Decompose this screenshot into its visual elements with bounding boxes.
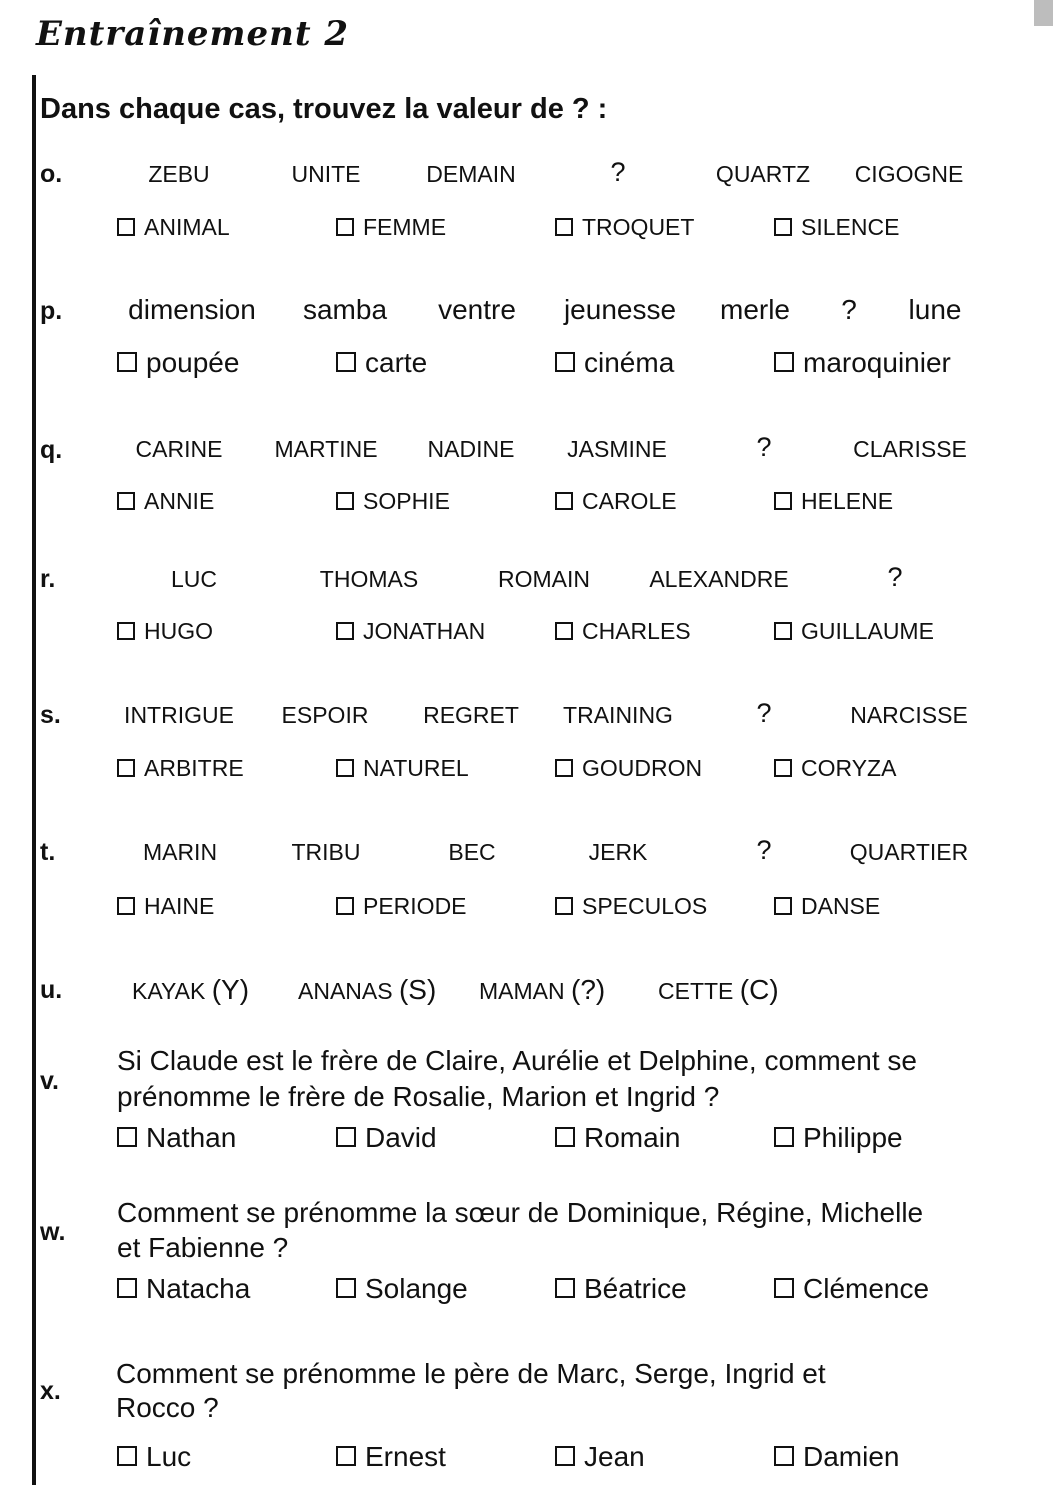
exercise-w-option-4[interactable] xyxy=(774,1273,929,1305)
checkbox[interactable] xyxy=(774,492,792,510)
exercise-p-unknown: ? xyxy=(841,294,857,325)
option-label: maroquinier xyxy=(803,347,951,378)
option-label: CORYZA xyxy=(801,755,897,781)
exercise-s-word-1: INTRIGUE xyxy=(124,702,234,728)
option-label: ANNIE xyxy=(144,488,215,514)
pair-letter: (S) xyxy=(398,974,437,1005)
exercise-t-option-1[interactable] xyxy=(117,893,214,920)
checkbox[interactable] xyxy=(774,1127,794,1147)
exercise-q-option-3[interactable] xyxy=(555,488,677,515)
pair-letter: (?) xyxy=(571,974,606,1005)
exercise-t-word-1: MARIN xyxy=(142,839,218,865)
option-label: GOUDRON xyxy=(582,755,703,781)
checkbox[interactable] xyxy=(336,218,354,236)
exercise-r-option-2[interactable] xyxy=(336,618,485,645)
checkbox[interactable] xyxy=(117,352,137,372)
checkbox[interactable] xyxy=(117,759,135,777)
exercise-w-question-line-1: Comment se prénomme la sœur de Dominique, Régine, Michelle xyxy=(117,1197,924,1228)
exercise-w-letter: w. xyxy=(40,1218,66,1246)
checkbox[interactable] xyxy=(555,897,573,915)
exercise-r-letter: r. xyxy=(40,565,56,593)
exercise-r-word-2: THOMAS xyxy=(319,566,419,592)
exercise-p-word-1: dimension xyxy=(128,294,256,325)
checkbox[interactable] xyxy=(774,759,792,777)
checkbox[interactable] xyxy=(774,622,792,640)
exercise-p-option-2[interactable] xyxy=(336,347,427,379)
exercise-q-option-4[interactable] xyxy=(774,488,893,515)
exercise-v-question-line-1: Si Claude est le frère de Claire, Aurélie et Delphine, comment se xyxy=(117,1045,917,1076)
pair-word: KAYAK xyxy=(132,978,206,1004)
checkbox[interactable] xyxy=(555,622,573,640)
checkbox[interactable] xyxy=(774,1278,794,1298)
exercise-s-letter: s. xyxy=(40,701,61,729)
exercise-r-option-1[interactable] xyxy=(117,618,213,645)
exercise-q-unknown: ? xyxy=(756,432,772,462)
checkbox[interactable] xyxy=(555,759,573,777)
checkbox[interactable] xyxy=(555,1278,575,1298)
pair-word: MAMAN xyxy=(479,978,565,1004)
checkbox[interactable] xyxy=(336,897,354,915)
checkbox[interactable] xyxy=(555,492,573,510)
exercise-r-option-3[interactable] xyxy=(555,618,691,645)
exercise-o-unknown: ? xyxy=(610,157,626,187)
exercise-r-option-4[interactable] xyxy=(774,618,934,645)
exercise-o-option-3[interactable] xyxy=(555,214,694,241)
option-label: NATUREL xyxy=(363,755,469,781)
exercise-t-option-4[interactable] xyxy=(774,893,880,920)
exercise-o-word-6: CIGOGNE xyxy=(854,161,964,187)
checkbox[interactable] xyxy=(117,622,135,640)
exercise-p-option-3[interactable] xyxy=(555,347,674,379)
checkbox[interactable] xyxy=(336,1446,356,1466)
option-label: DANSE xyxy=(801,893,881,919)
exercise-o-word-2: UNITE xyxy=(291,161,361,187)
option-label: JONATHAN xyxy=(363,618,486,644)
exercise-x-option-3[interactable] xyxy=(555,1441,645,1473)
exercise-v-option-4[interactable] xyxy=(774,1122,903,1154)
pair-word: ANANAS xyxy=(298,978,393,1004)
exercise-q-word-4: JASMINE xyxy=(567,436,667,462)
exercise-r-word-4: ALEXANDRE xyxy=(649,566,789,592)
option-label: Philippe xyxy=(803,1122,903,1153)
option-label: FEMME xyxy=(363,214,447,240)
option-label: Béatrice xyxy=(584,1273,687,1304)
option-label: David xyxy=(365,1122,437,1153)
checkbox[interactable] xyxy=(117,1127,137,1147)
exercise-q-word-6: CLARISSE xyxy=(853,436,967,462)
checkbox[interactable] xyxy=(555,218,573,236)
exercise-w-option-2[interactable] xyxy=(336,1273,468,1305)
exercise-o-option-1[interactable] xyxy=(117,214,230,241)
exercise-s-option-1[interactable] xyxy=(117,755,244,782)
exercise-p-word-7: lune xyxy=(908,294,962,325)
option-label: carte xyxy=(365,347,428,378)
exercise-v-question-line-2: prénomme le frère de Rosalie, Marion et Ingrid ? xyxy=(117,1081,720,1112)
exercise-t-word-3: BEC xyxy=(448,839,496,865)
option-label: Ernest xyxy=(365,1441,446,1472)
checkbox[interactable] xyxy=(336,352,356,372)
exercise-x-option-2[interactable] xyxy=(336,1441,446,1473)
option-label: Romain xyxy=(584,1122,681,1153)
exercise-p-word-4: jeunesse xyxy=(563,294,677,325)
exercise-x-question-line-2: Rocco ? xyxy=(116,1392,219,1423)
checkbox[interactable] xyxy=(336,492,354,510)
exercise-x-question-line-1: Comment se prénomme le père de Marc, Serge, Ingrid et xyxy=(116,1358,826,1389)
option-label: SOPHIE xyxy=(363,488,450,514)
exercise-v-option-1[interactable] xyxy=(117,1122,236,1154)
exercise-w-option-1[interactable] xyxy=(117,1273,250,1305)
option-label: ANIMAL xyxy=(144,214,230,240)
exercise-s-unknown: ? xyxy=(756,698,772,728)
pair-letter: (Y) xyxy=(211,974,250,1005)
checkbox[interactable] xyxy=(117,218,135,236)
exercise-s-word-6: NARCISSE xyxy=(850,702,968,728)
exercise-r-word-3: ROMAIN xyxy=(498,566,590,592)
instruction-heading: Dans chaque cas, trouvez la valeur de ? : xyxy=(40,93,608,125)
exercise-q-word-2: MARTINE xyxy=(274,436,378,462)
option-label: Luc xyxy=(146,1441,192,1472)
exercise-o-option-4[interactable] xyxy=(774,214,899,241)
exercise-v-letter: v. xyxy=(40,1067,59,1095)
checkbox[interactable] xyxy=(774,218,792,236)
exercise-r-word-1: LUC xyxy=(170,566,218,592)
exercise-s-option-3[interactable] xyxy=(555,755,702,782)
exercise-o-word-5: QUARTZ xyxy=(715,161,811,187)
option-label: Natacha xyxy=(146,1273,251,1304)
exercise-v-option-3[interactable] xyxy=(555,1122,680,1154)
exercise-t-unknown: ? xyxy=(756,835,772,865)
pair-word: CETTE xyxy=(658,978,734,1004)
exercise-r-unknown: ? xyxy=(887,562,903,592)
exercise-s-word-2: ESPOIR xyxy=(281,702,369,728)
margin-rule xyxy=(32,75,36,1485)
checkbox[interactable] xyxy=(774,1446,794,1466)
exercise-p-option-1[interactable] xyxy=(117,347,239,379)
exercise-u-pair-3 xyxy=(479,974,605,1006)
exercise-u-pair-4 xyxy=(658,974,779,1006)
exercise-s-word-4: TRAINING xyxy=(563,702,673,728)
exercise-q-word-3: NADINE xyxy=(427,436,515,462)
option-label: CHARLES xyxy=(582,618,691,644)
exercise-s-option-4[interactable] xyxy=(774,755,896,782)
exercise-o-word-1: ZEBU xyxy=(148,161,210,187)
exercise-q-option-1[interactable] xyxy=(117,488,214,515)
exercise-o-letter: o. xyxy=(40,160,63,188)
exercise-s-option-2[interactable] xyxy=(336,755,469,782)
option-label: HELENE xyxy=(801,488,894,514)
option-label: cinéma xyxy=(584,347,675,378)
option-label: ARBITRE xyxy=(144,755,244,781)
pair-letter: (C) xyxy=(739,974,779,1005)
exercise-t-option-2[interactable] xyxy=(336,893,467,920)
exercise-x-option-4[interactable] xyxy=(774,1441,899,1473)
option-label: CAROLE xyxy=(582,488,677,514)
checkbox[interactable] xyxy=(117,492,135,510)
option-label: Damien xyxy=(803,1441,900,1472)
option-label: TROQUET xyxy=(582,214,695,240)
exercise-u-pair-2 xyxy=(298,974,436,1006)
exercise-q-word-1: CARINE xyxy=(135,436,223,462)
checkbox[interactable] xyxy=(336,1278,356,1298)
checkbox[interactable] xyxy=(555,352,575,372)
exercise-w-question-line-2: et Fabienne ? xyxy=(117,1232,289,1263)
exercise-v-option-2[interactable] xyxy=(336,1122,437,1154)
checkbox[interactable] xyxy=(117,897,135,915)
exercise-o-option-2[interactable] xyxy=(336,214,446,241)
scrollbar-thumb[interactable] xyxy=(1034,0,1053,26)
option-label: Clémence xyxy=(803,1273,930,1304)
exercise-p-word-2: samba xyxy=(302,294,388,325)
exercise-x-option-1[interactable] xyxy=(117,1441,191,1473)
option-label: poupée xyxy=(146,347,240,378)
checkbox[interactable] xyxy=(774,897,792,915)
exercise-u-letter: u. xyxy=(40,976,63,1004)
checkbox[interactable] xyxy=(774,352,794,372)
exercise-t-letter: t. xyxy=(40,838,56,866)
option-label: HAINE xyxy=(144,893,215,919)
exercise-t-word-6: QUARTIER xyxy=(849,839,969,865)
exercise-w-option-3[interactable] xyxy=(555,1273,687,1305)
exercise-p-word-3: ventre xyxy=(438,294,516,325)
checkbox[interactable] xyxy=(555,1127,575,1147)
option-label: SPECULOS xyxy=(582,893,708,919)
option-label: Solange xyxy=(365,1273,468,1304)
option-label: HUGO xyxy=(144,618,213,644)
exercise-q-letter: q. xyxy=(40,436,63,464)
exercise-p-word-5: merle xyxy=(719,294,791,325)
exercise-q-option-2[interactable] xyxy=(336,488,450,515)
option-label: Nathan xyxy=(146,1122,237,1153)
option-label: PERIODE xyxy=(363,893,467,919)
option-label: SILENCE xyxy=(801,214,900,240)
exercise-p-option-4[interactable] xyxy=(774,347,951,379)
exercise-t-word-2: TRIBU xyxy=(291,839,361,865)
exercise-t-option-3[interactable] xyxy=(555,893,707,920)
option-label: Jean xyxy=(584,1441,645,1472)
checkbox[interactable] xyxy=(117,1446,137,1466)
exercise-s-word-3: REGRET xyxy=(423,702,519,728)
checkbox[interactable] xyxy=(336,759,354,777)
option-label: GUILLAUME xyxy=(801,618,934,644)
checkbox[interactable] xyxy=(117,1278,137,1298)
exercise-p-letter: p. xyxy=(40,297,63,325)
exercise-o-word-3: DEMAIN xyxy=(426,161,516,187)
page-title: Entraînement 2 xyxy=(36,14,350,54)
checkbox[interactable] xyxy=(336,1127,356,1147)
checkbox[interactable] xyxy=(336,622,354,640)
exercise-t-word-4: JERK xyxy=(588,839,648,865)
checkbox[interactable] xyxy=(555,1446,575,1466)
exercise-u-pair-1 xyxy=(132,974,249,1006)
exercise-x-letter: x. xyxy=(40,1377,61,1405)
